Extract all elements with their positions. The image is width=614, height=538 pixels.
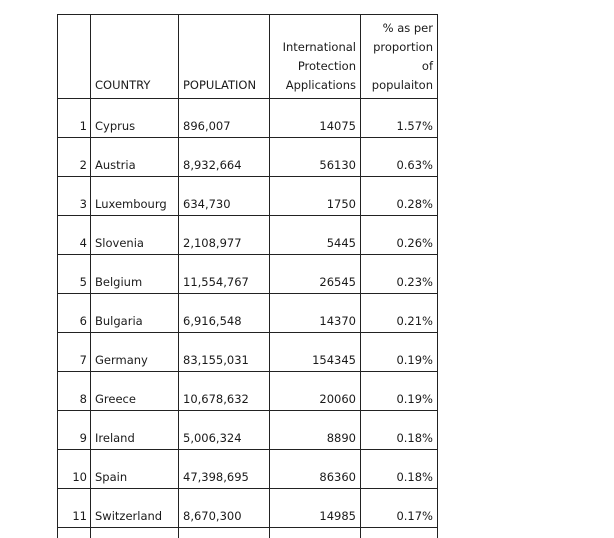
country-cell: Ireland xyxy=(91,411,179,450)
applications-cell: 26545 xyxy=(270,255,361,294)
percent-cell: 0.19% xyxy=(361,333,438,372)
country-cell: Bulgaria xyxy=(91,294,179,333)
country-cell: Belgium xyxy=(91,255,179,294)
country-cell: Greece xyxy=(91,372,179,411)
empty-cell xyxy=(58,528,91,538)
empty-cell xyxy=(270,528,361,538)
header-applications xyxy=(270,15,361,99)
header-row xyxy=(58,15,438,99)
population-cell: 896,007 xyxy=(179,99,270,138)
table-row xyxy=(58,450,438,489)
rank-cell: 4 xyxy=(58,216,91,255)
percent-cell: 0.23% xyxy=(361,255,438,294)
rank-cell: 7 xyxy=(58,333,91,372)
population-cell: 10,678,632 xyxy=(179,372,270,411)
rank-cell: 8 xyxy=(58,372,91,411)
table-row xyxy=(58,99,438,138)
country-cell: Cyprus xyxy=(91,99,179,138)
applications-cell: 8890 xyxy=(270,411,361,450)
applications-cell: 86360 xyxy=(270,450,361,489)
rank-cell: 1 xyxy=(58,99,91,138)
table-body xyxy=(58,15,438,538)
rank-cell: 2 xyxy=(58,138,91,177)
rank-cell: 6 xyxy=(58,294,91,333)
country-cell: Slovenia xyxy=(91,216,179,255)
header-percent-line: % as per xyxy=(365,19,433,38)
population-cell: 11,554,767 xyxy=(179,255,270,294)
empty-cell xyxy=(91,528,179,538)
header-number-cell xyxy=(58,15,91,99)
population-cell: 5,006,324 xyxy=(179,411,270,450)
applications-cell: 14985 xyxy=(270,489,361,528)
population-cell: 47,398,695 xyxy=(179,450,270,489)
percent-cell: 0.18% xyxy=(361,450,438,489)
percent-cell: 0.18% xyxy=(361,411,438,450)
country-cell: Austria xyxy=(91,138,179,177)
rank-cell: 5 xyxy=(58,255,91,294)
applications-cell: 14370 xyxy=(270,294,361,333)
population-cell: 634,730 xyxy=(179,177,270,216)
applications-cell: 14075 xyxy=(270,99,361,138)
population-applications-table xyxy=(57,14,438,538)
country-cell: Germany xyxy=(91,333,179,372)
percent-cell: 0.21% xyxy=(361,294,438,333)
population-cell: 2,108,977 xyxy=(179,216,270,255)
header-percent xyxy=(361,15,438,99)
empty-cell xyxy=(179,528,270,538)
table-row xyxy=(58,138,438,177)
empty-cell xyxy=(361,528,438,538)
applications-cell: 56130 xyxy=(270,138,361,177)
country-cell: Spain xyxy=(91,450,179,489)
table-row xyxy=(58,216,438,255)
applications-cell: 154345 xyxy=(270,333,361,372)
header-country: COUNTRY xyxy=(91,15,179,99)
percent-cell: 0.63% xyxy=(361,138,438,177)
header-applications-line: Applications xyxy=(274,76,356,95)
population-cell: 8,670,300 xyxy=(179,489,270,528)
applications-cell: 5445 xyxy=(270,216,361,255)
header-percent-line: of xyxy=(365,57,433,76)
header-applications-line: Protection xyxy=(274,57,356,76)
rank-cell: 10 xyxy=(58,450,91,489)
rank-cell: 9 xyxy=(58,411,91,450)
table-row xyxy=(58,411,438,450)
applications-cell: 20060 xyxy=(270,372,361,411)
percent-cell: 0.17% xyxy=(361,489,438,528)
percent-cell: 0.28% xyxy=(361,177,438,216)
population-cell: 8,932,664 xyxy=(179,138,270,177)
table-row xyxy=(58,333,438,372)
header-percent-line: populaiton xyxy=(365,76,433,95)
percent-cell: 1.57% xyxy=(361,99,438,138)
applications-cell: 1750 xyxy=(270,177,361,216)
rank-cell: 3 xyxy=(58,177,91,216)
population-cell: 83,155,031 xyxy=(179,333,270,372)
country-cell: Luxembourg xyxy=(91,177,179,216)
population-cell: 6,916,548 xyxy=(179,294,270,333)
table-row xyxy=(58,255,438,294)
header-applications-line: International xyxy=(274,38,356,57)
rank-cell: 11 xyxy=(58,489,91,528)
percent-cell: 0.26% xyxy=(361,216,438,255)
percent-cell: 0.19% xyxy=(361,372,438,411)
header-percent-line: proportion xyxy=(365,38,433,57)
country-cell: Switzerland xyxy=(91,489,179,528)
table-row xyxy=(58,372,438,411)
table-row-cutoff xyxy=(58,528,438,538)
header-population: POPULATION xyxy=(179,15,270,99)
table-row xyxy=(58,177,438,216)
table-row xyxy=(58,294,438,333)
